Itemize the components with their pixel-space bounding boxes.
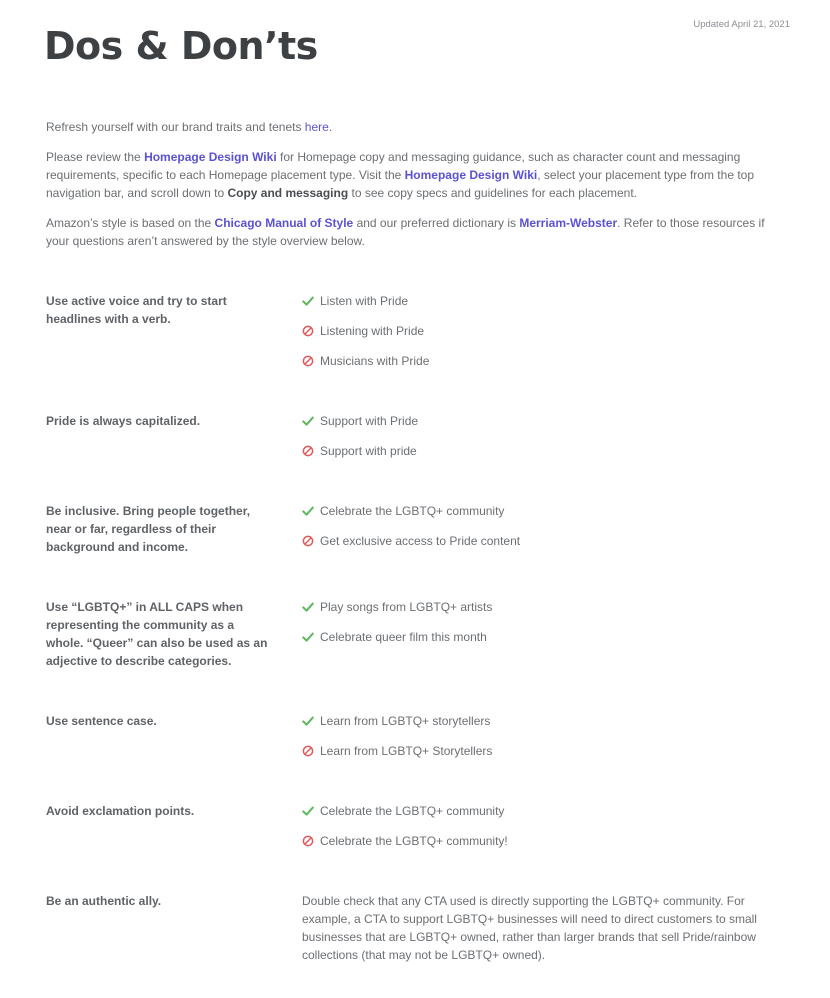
example-text: Get exclusive access to Pride content [320, 534, 521, 548]
intro-text: Please review the [46, 150, 145, 164]
prohibited-icon [302, 742, 320, 760]
check-icon [302, 598, 320, 616]
brand-traits-link[interactable]: here [304, 120, 329, 134]
rule-examples [302, 712, 492, 772]
rule-examples [302, 598, 492, 658]
rule-label: Use active voice and try to start headlines with a verb. [46, 294, 227, 326]
intro-paragraph-style [46, 214, 786, 250]
example-text: Listen with Pride [320, 294, 409, 308]
dont-example [302, 352, 429, 382]
intro-text: for Homepage copy and messaging guidance, such as character count and messaging requirements, specific to each Homepage placement type. Visit the [46, 150, 741, 182]
intro-section [46, 118, 786, 262]
do-example [302, 598, 492, 628]
prohibited-icon [302, 832, 320, 850]
rule-examples [302, 802, 508, 862]
merriam-webster-link[interactable]: Merriam-Webster [519, 216, 618, 230]
do-example [302, 292, 429, 322]
example-text: Play songs from LGBTQ+ artists [320, 600, 493, 614]
rule-label: Use sentence case. [46, 714, 157, 728]
prohibited-icon [302, 442, 320, 460]
page-title: Dos & Don’ts [44, 24, 318, 68]
rule-label: Be an authentic ally. [46, 894, 162, 908]
rule-description: Double check that any CTA used is directly supporting the LGBTQ+ community. For example, a CTA to support LGBTQ+ businesses will need to direct customers to small businesses that are LGBTQ+ owned, rather than larger brands that sell Pride/rainbow collections (that may not be LGBTQ+ owned). [302, 894, 757, 962]
example-text: Support with Pride [320, 414, 419, 428]
do-example [302, 502, 520, 532]
dont-example [302, 742, 492, 772]
homepage-design-wiki-link-2[interactable]: Homepage Design Wiki [404, 168, 538, 182]
check-icon [302, 292, 320, 310]
dont-example [302, 442, 418, 472]
check-icon [302, 412, 320, 430]
example-text: Celebrate the LGBTQ+ community [320, 504, 505, 518]
copy-and-messaging-emphasis: Copy and messaging [227, 186, 349, 200]
check-icon [302, 712, 320, 730]
prohibited-icon [302, 532, 320, 550]
rule-examples [302, 292, 429, 382]
prohibited-icon [302, 352, 320, 370]
example-text: Learn from LGBTQ+ Storytellers [320, 744, 493, 758]
rule-examples [302, 502, 520, 562]
check-icon [302, 502, 320, 520]
do-example [302, 712, 492, 742]
dont-example [302, 322, 429, 352]
example-text: Celebrate queer film this month [320, 630, 487, 644]
updated-date: Updated April 21, 2021 [693, 19, 790, 30]
rule-label: Be inclusive. Bring people together, near or far, regardless of their background and income. [46, 504, 251, 554]
rule-label: Avoid exclamation points. [46, 804, 195, 818]
intro-text: . [328, 120, 333, 134]
intro-text: to see copy specs and guidelines for each placement. [348, 186, 637, 200]
check-icon [302, 628, 320, 646]
do-example [302, 628, 492, 658]
chicago-manual-link[interactable]: Chicago Manual of Style [214, 216, 354, 230]
rule-examples [302, 412, 418, 472]
example-text: Learn from LGBTQ+ storytellers [320, 714, 491, 728]
example-text: Celebrate the LGBTQ+ community! [320, 834, 508, 848]
example-text: Celebrate the LGBTQ+ community [320, 804, 505, 818]
rule-label: Use “LGBTQ+” in ALL CAPS when representing the community as a whole. “Queer” can also be used as an adjective to describe categories. [46, 600, 268, 668]
check-icon [302, 802, 320, 820]
do-example [302, 802, 508, 832]
do-example [302, 412, 418, 442]
intro-text: Amazon’s style is based on the [46, 216, 215, 230]
example-text: Listening with Pride [320, 324, 425, 338]
prohibited-icon [302, 322, 320, 340]
homepage-design-wiki-link[interactable]: Homepage Design Wiki [144, 150, 277, 164]
example-text: Musicians with Pride [320, 354, 430, 368]
intro-paragraph-wiki [46, 148, 786, 202]
example-text: Support with pride [320, 444, 417, 458]
intro-text: and our preferred dictionary is [353, 216, 520, 230]
intro-text: . Refer to those resources if your questions aren’t answered by the style overview below. [46, 216, 765, 248]
intro-paragraph-brand [46, 118, 786, 136]
dont-example [302, 832, 508, 862]
intro-text: , select your placement type from the top navigation bar, and scroll down to [46, 168, 755, 200]
dont-example [302, 532, 520, 562]
rule-label: Pride is always capitalized. [46, 414, 201, 428]
intro-text: Refresh yourself with our brand traits and tenets [46, 120, 305, 134]
